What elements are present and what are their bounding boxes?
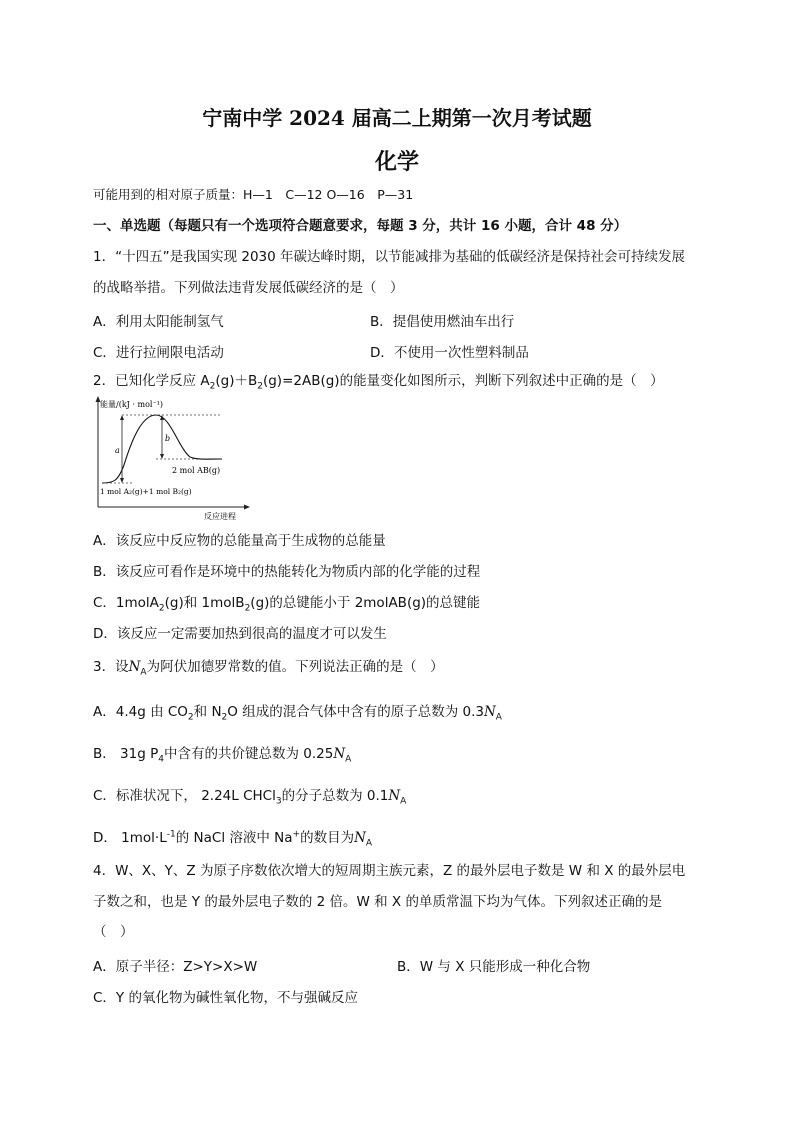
q1-stem-line2: 的战略举措。下列做法违背发展低碳经济的是（ ） bbox=[93, 280, 404, 296]
q2-option-c: C．1molA$_2$(g)和 1molB$_2$(g)的总键能小于 2molAB(g)的总键能 bbox=[93, 595, 481, 614]
q1-option-b: B．提倡使用燃油车出行 bbox=[370, 314, 515, 330]
q4-option-c: C．Y 的氧化物为碱性氧化物，不与强碱反应 bbox=[93, 990, 358, 1006]
q2-option-a: A．该反应中反应物的总能量高于生成物的总能量 bbox=[93, 533, 386, 549]
reactant-label: 1 mol A₂(g)+1 mol B₂(g) bbox=[100, 487, 192, 496]
atomic-masses: 可能用到的相对原子质量：H—1 C—12 O—16 P—31 bbox=[93, 187, 414, 202]
q1-option-a: A．利用太阳能制氢气 bbox=[93, 314, 224, 330]
label-a: a bbox=[115, 446, 120, 455]
q4-stem-line1: 4．W、X、Y、Z 为原子序数依次增大的短周期主族元素，Z 的最外层电子数是 W 和 X 的最外层电 bbox=[93, 863, 686, 879]
q3-option-d: D． $1mol\cdot L^{-1}$的 NaCl 溶液中 Na+的数目为$N_A$ bbox=[93, 829, 373, 849]
q2-stem: 2．已知化学反应 $A_2(g)+B_2(g)=2AB(g)$的能量变化如图所示，判断下列叙述中正确的是（ ） bbox=[93, 373, 664, 392]
q1-option-c: C．进行拉闸限电活动 bbox=[93, 345, 224, 361]
energy-diagram bbox=[94, 395, 254, 520]
q2-option-b: B．该反应可看作是环境中的热能转化为物质内部的化学能的过程 bbox=[93, 564, 481, 580]
q1-option-d: D．不使用一次性塑料制品 bbox=[370, 345, 529, 361]
product-label: 2 mol AB(g) bbox=[172, 466, 221, 475]
q1-stem-line1: 1．“十四五”是我国实现 2030 年碳达峰时期，以节能减排为基础的低碳经济是保持社会可持续发展 bbox=[93, 249, 686, 265]
q3-option-b: B． 31g $P_4$中含有的共价键总数为 $0.25N_A$ bbox=[93, 746, 352, 765]
q2-option-d: D．该反应一定需要加热到很高的温度才可以发生 bbox=[93, 626, 387, 642]
q4-option-b: B．W 与 X 只能形成一种化合物 bbox=[397, 959, 591, 975]
q3-option-a: A．4.4g 由 $CO_2$和 $N_2O$ 组成的混合气体中含有的原子总数为 $0.3N_A$ bbox=[93, 704, 502, 723]
progress-axis-label: 反应进程 bbox=[204, 512, 236, 520]
q3-stem: 3．设$N_A$为阿伏加德罗常数的值。下列说法正确的是（ ） bbox=[93, 659, 444, 678]
energy-axis-label: 能量/(kJ · mol⁻¹) bbox=[100, 400, 164, 409]
exam-title: 宁南中学 2024 届高二上期第一次月考试题 bbox=[202, 106, 592, 130]
label-b: b bbox=[165, 434, 171, 443]
q4-stem-line2: 子数之和，也是 Y 的最外层电子数的 2 倍。W 和 X 的单质常温下均为气体。下列叙述正确的是 bbox=[93, 894, 662, 910]
subject-title: 化学 bbox=[374, 149, 419, 175]
q3-option-c: C．标准状况下， 2.24L CHCl$_3$的分子总数为 $0.1N_A$ bbox=[93, 788, 407, 807]
section-heading: 一、单选题（每题只有一个选项符合题意要求，每题 3 分，共计 16 小题，合计 48 分） bbox=[93, 218, 628, 234]
q4-stem-line3: （ ） bbox=[93, 924, 134, 940]
q4-option-a: A．原子半径：Z>Y>X>W bbox=[93, 959, 258, 975]
